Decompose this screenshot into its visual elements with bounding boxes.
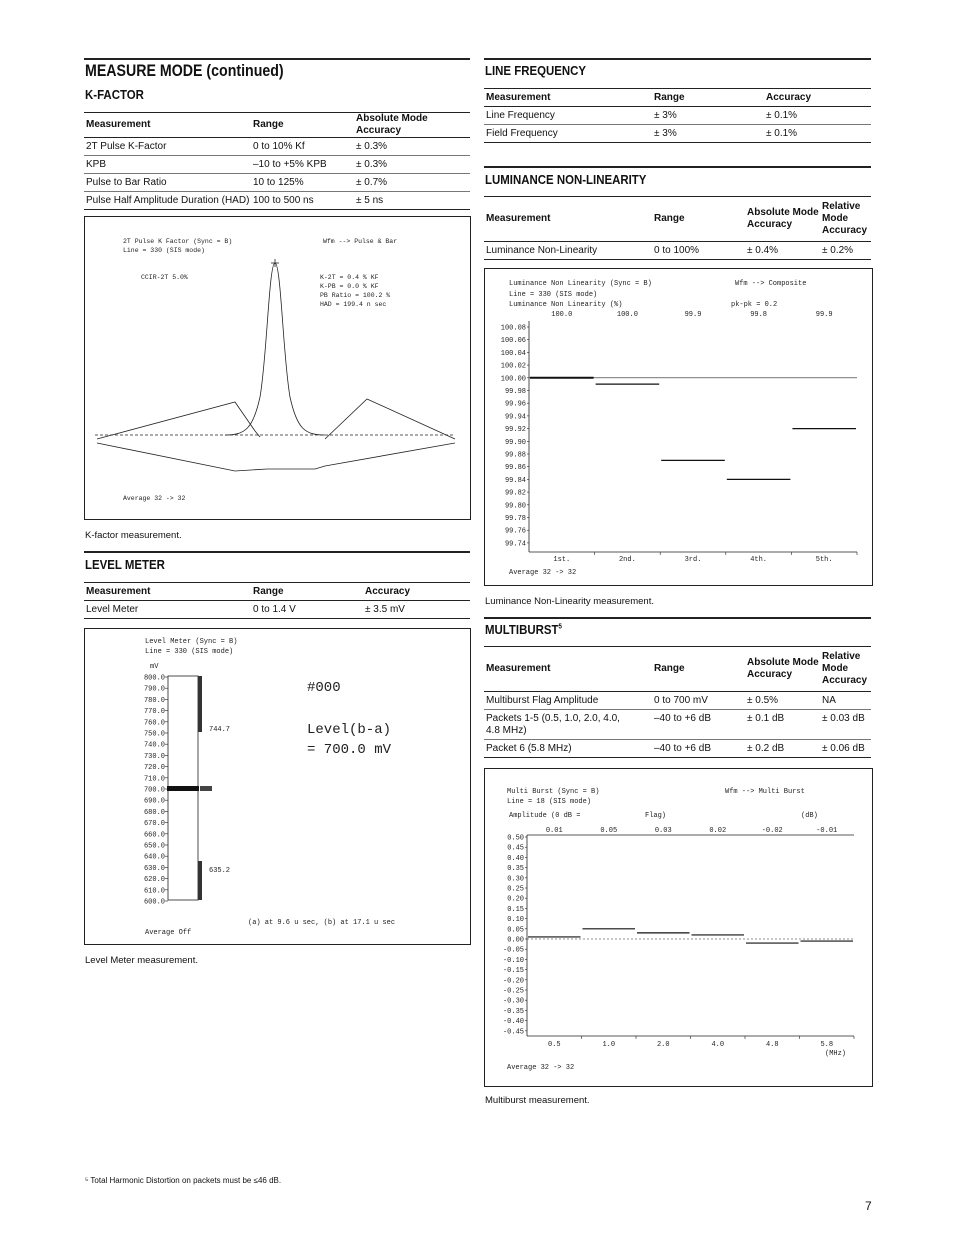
screen-label: Luminance Non Linearity (%) [509,301,623,309]
x-tick-label: 4th. [750,556,768,564]
cell: 2T Pulse K-Factor [84,138,251,156]
y-tick-label: 99.82 [504,489,526,498]
label-level: Level(b-a) [307,722,392,738]
kfactor-caption: K-factor measurement. [85,530,182,541]
level-tick-label: 760.0 [143,719,165,728]
readout: K-2T = 0.4 % KF [320,274,379,281]
cell: ± 0.7% [354,174,470,192]
cell: 100 to 500 ns [251,192,354,210]
col-header: Relative Mode Accuracy [820,647,871,692]
low-marker [198,861,202,900]
level-indicator [167,786,199,791]
data-label: 99.9 [684,311,702,319]
cell: 0 to 1.4 V [251,601,363,619]
data-label: 0.01 [545,827,563,835]
cell: Pulse to Bar Ratio [84,174,251,192]
y-tick-label: 99.76 [504,527,526,536]
multiburst-rule [484,617,871,619]
multiburst-screen [484,768,873,1087]
luminance-screen [484,268,873,586]
screen-ccir: CCIR-2T 5.0% [141,274,188,281]
cell: Line Frequency [484,107,652,125]
cell: ± 0.1 dB [745,710,820,740]
y-tick-label: 100.08 [500,324,526,333]
line-frequency-heading: LINE FREQUENCY [485,63,587,78]
level-tick-label: 800.0 [143,674,165,683]
readout: K-PB = 0.0 % KF [320,283,379,290]
level-meter-heading: LEVEL METER [85,557,165,572]
db-label: (dB) [801,812,818,820]
screen-line: Line = 18 (SIS mode) [507,798,592,806]
x-tick-label: 5th. [815,556,833,564]
table-row [484,740,871,758]
top-rule-right [484,58,871,60]
cell: ± 0.03 dB [820,710,871,740]
screen-average: Average 32 -> 32 [507,1064,575,1072]
cell: –10 to +5% KPB [251,156,354,174]
data-label: 100.0 [616,311,638,319]
footnote: ⁵ Total Harmonic Distortion on packets must be ≤46 dB. [85,1176,282,1185]
cell: ± 0.3% [354,156,470,174]
cell: ± 0.4% [745,242,820,260]
y-tick-label: 99.86 [504,464,526,473]
x-tick-label: 2nd. [618,556,636,564]
y-tick-label: 0.40 [507,854,524,863]
screen-average: Average 32 -> 32 [509,569,577,577]
y-tick-label: 0.20 [507,895,524,904]
marker-high-label: 744.7 [209,726,231,734]
kfactor-screen [84,216,471,520]
level-tick-label: 650.0 [143,842,165,851]
table-row [84,156,470,174]
y-tick-label: 0.45 [507,844,524,853]
y-tick-label: 99.92 [504,426,526,435]
luminance-caption: Luminance Non-Linearity measurement. [485,596,654,607]
x-tick-label: 5.8 [820,1041,834,1049]
footnote-ref: 5 [558,623,562,631]
cell: KPB [84,156,251,174]
y-tick-label: -0.20 [502,977,524,986]
cell: Packet 6 (5.8 MHz) [484,740,652,758]
col-header: Accuracy [363,583,470,601]
screen-average: Average 32 -> 32 [123,495,186,502]
screen-wfm: Wfm --> Pulse & Bar [323,238,398,245]
screen-wfm: Wfm --> Composite [735,280,807,288]
y-tick-label: 100.04 [500,349,526,358]
cell: ± 0.1% [764,107,871,125]
level-indicator-tick [200,786,212,791]
level-scale [144,675,168,907]
cell: ± 0.06 dB [820,740,871,758]
level-rule [84,551,470,553]
cell: Luminance Non-Linearity [484,242,652,260]
y-tick-label: 100.00 [500,375,526,384]
x-tick-label: 4.0 [711,1041,725,1049]
cell: Field Frequency [484,125,652,143]
luminance-heading: LUMINANCE NON-LINEARITY [485,172,647,187]
col-header: Range [652,197,745,242]
y-tick-label: 0.30 [507,875,524,884]
cell: ± 0.2% [820,242,871,260]
screen-line: Line = 330 (SIS mode) [145,648,234,656]
y-tick-label: 0.25 [507,885,524,894]
cell: Packets 1-5 (0.5, 1.0, 2.0, 4.0, 4.8 MHz) [484,710,652,740]
table-row [84,601,470,619]
y-tick-label: 99.98 [504,388,526,396]
col-header: Measurement [484,197,652,242]
col-header: Absolute Mode Accuracy [745,647,820,692]
y-tick-label: 99.74 [504,540,526,549]
cell: ± 0.5% [745,692,820,710]
col-header: Range [652,647,745,692]
data-label: -0.01 [816,827,838,835]
y-tick-label: -0.05 [502,946,524,955]
y-tick-label: -0.45 [502,1028,524,1037]
y-tick-label: 99.96 [504,400,526,409]
level-tick-label: 740.0 [143,741,165,750]
cell: ± 0.2 dB [745,740,820,758]
table-row [84,174,470,192]
table-row [84,192,470,210]
col-header: Measurement [484,89,652,107]
marker-low-label: 635.2 [209,867,231,875]
multiburst-chart [503,827,854,1049]
multiburst-table [484,646,871,758]
level-tick-label: 660.0 [143,831,165,840]
multiburst-caption: Multiburst measurement. [485,1095,590,1106]
y-tick-label: -0.40 [502,1018,524,1027]
cell: ± 0.3% [354,138,470,156]
screen-line: Line = 330 (SIS mode) [123,247,205,254]
y-tick-label: 100.06 [500,337,526,346]
y-tick-label: 99.94 [504,413,526,422]
level-tick-label: 620.0 [143,876,165,885]
col-header: Relative Mode Accuracy [820,197,871,242]
table-row [484,125,871,143]
y-tick-label: -0.15 [502,967,524,976]
luminance-rule [484,166,871,168]
col-header: Range [251,113,354,138]
level-tick-label: 610.0 [143,887,165,896]
col-header: Measurement [84,113,251,138]
y-tick-label: 0.10 [507,916,524,925]
timing-text: (a) at 9.6 u sec, (b) at 17.1 u sec [248,919,396,927]
data-label: 0.03 [654,827,672,835]
cell: ± 3% [652,125,764,143]
level-tick-label: 640.0 [143,853,165,862]
y-tick-label: 0.15 [507,905,524,914]
level-meter-caption: Level Meter measurement. [85,955,198,966]
y-tick-label: 0.00 [507,936,524,945]
level-tick-label: 670.0 [143,820,165,829]
label-value: = 700.0 mV [307,742,392,758]
cell: –40 to +6 dB [652,740,745,758]
kfactor-heading: K-FACTOR [85,87,144,102]
readout: HAD = 199.4 n sec [320,301,387,308]
table-row [484,242,871,260]
y-tick-label: -0.35 [502,1007,524,1016]
screen-line: Line = 330 (SIS mode) [509,291,598,299]
pulse-waveform [95,259,455,471]
cell: 0 to 10% Kf [251,138,354,156]
cell: ± 3.5 mV [363,601,470,619]
y-tick-label: 99.78 [504,515,526,523]
y-tick-label: 100.02 [500,362,526,371]
level-tick-label: 700.0 [143,786,165,795]
flag-label: Flag) [645,812,667,820]
multiburst-heading [485,622,562,637]
cell: ± 5 ns [354,192,470,210]
unit-label: (MHz) [825,1050,847,1058]
level-tick-label: 710.0 [143,775,165,784]
level-tick-label: 790.0 [143,685,165,694]
col-header: Absolute Mode Accuracy [745,197,820,242]
x-tick-label: 4.8 [765,1041,779,1049]
table-row [484,107,871,125]
level-tick-label: 630.0 [143,864,165,873]
multiburst-heading-text: MULTIBURST [485,622,559,637]
cell: 0 to 100% [652,242,745,260]
y-tick-label: 99.90 [504,438,526,447]
data-label: 0.05 [600,827,618,835]
screen-title: 2T Pulse K Factor (Sync = B) [123,238,233,245]
table-row [484,692,871,710]
screen-pkpk: pk-pk = 0.2 [731,301,778,309]
level-tick-label: 750.0 [143,730,165,739]
cell: ± 0.1% [764,125,871,143]
col-header: Range [652,89,764,107]
col-header: Absolute Mode Accuracy [354,113,470,138]
cell: ± 3% [652,107,764,125]
luminance-table [484,196,871,260]
level-tick-label: 770.0 [143,708,165,717]
screen-average: Average Off [145,929,192,937]
col-header: Range [251,583,363,601]
data-label: 99.8 [750,311,768,319]
x-tick-label: 1st. [553,556,571,564]
level-meter-table [84,582,470,619]
screen-title: Level Meter (Sync = B) [145,638,238,646]
y-tick-label: -0.30 [502,997,524,1006]
y-tick-label: 0.35 [507,865,524,874]
data-label: 100.0 [551,311,573,319]
col-header: Accuracy [764,89,871,107]
cell: 0 to 700 mV [652,692,745,710]
y-tick-label: 99.80 [504,502,526,511]
cell: 10 to 125% [251,174,354,192]
cell: Pulse Half Amplitude Duration (HAD) [84,192,251,210]
level-tick-label: 730.0 [143,752,165,761]
col-header: Measurement [484,647,652,692]
table-row [484,710,871,740]
screen-title: Multi Burst (Sync = B) [507,788,600,796]
level-tick-label: 720.0 [143,764,165,773]
high-marker [198,676,202,732]
data-label: 0.02 [709,827,727,835]
unit-label: mV [150,663,159,671]
x-tick-label: 0.5 [547,1041,561,1049]
screen-wfm: Wfm --> Multi Burst [725,788,805,796]
line-frequency-table [484,88,871,143]
top-rule-left [84,58,470,60]
y-tick-label: 0.50 [507,834,524,843]
data-label: 99.9 [815,311,833,319]
table-row [84,138,470,156]
cell: Multiburst Flag Amplitude [484,692,652,710]
level-tick-label: 600.0 [143,898,165,907]
cell: –40 to +6 dB [652,710,745,740]
level-tick-label: 780.0 [143,696,165,705]
y-tick-label: 0.05 [507,926,524,935]
page-number: 7 [865,1199,872,1213]
y-tick-label: -0.25 [502,987,524,996]
x-tick-label: 3rd. [684,556,702,564]
readout: PB Ratio = 100.2 % [320,292,391,299]
kfactor-table [84,112,470,210]
y-tick-label: 99.88 [504,451,526,460]
luminance-chart [501,311,857,564]
x-tick-label: 2.0 [656,1041,670,1049]
data-label: -0.02 [761,827,783,835]
level-tick-label: 680.0 [143,808,165,817]
page-title: MEASURE MODE (continued) [85,62,284,80]
cell: Level Meter [84,601,251,619]
y-tick-label: -0.10 [502,956,524,965]
col-header: Measurement [84,583,251,601]
level-tick-label: 690.0 [143,797,165,806]
cell: NA [820,692,871,710]
y-tick-label: 99.84 [504,476,526,485]
screen-title: Luminance Non Linearity (Sync = B) [509,280,652,288]
label-id: #000 [307,680,341,696]
amp-label: Amplitude (0 dB = [509,812,581,820]
x-tick-label: 1.0 [602,1041,616,1049]
level-meter-screen [84,628,471,945]
